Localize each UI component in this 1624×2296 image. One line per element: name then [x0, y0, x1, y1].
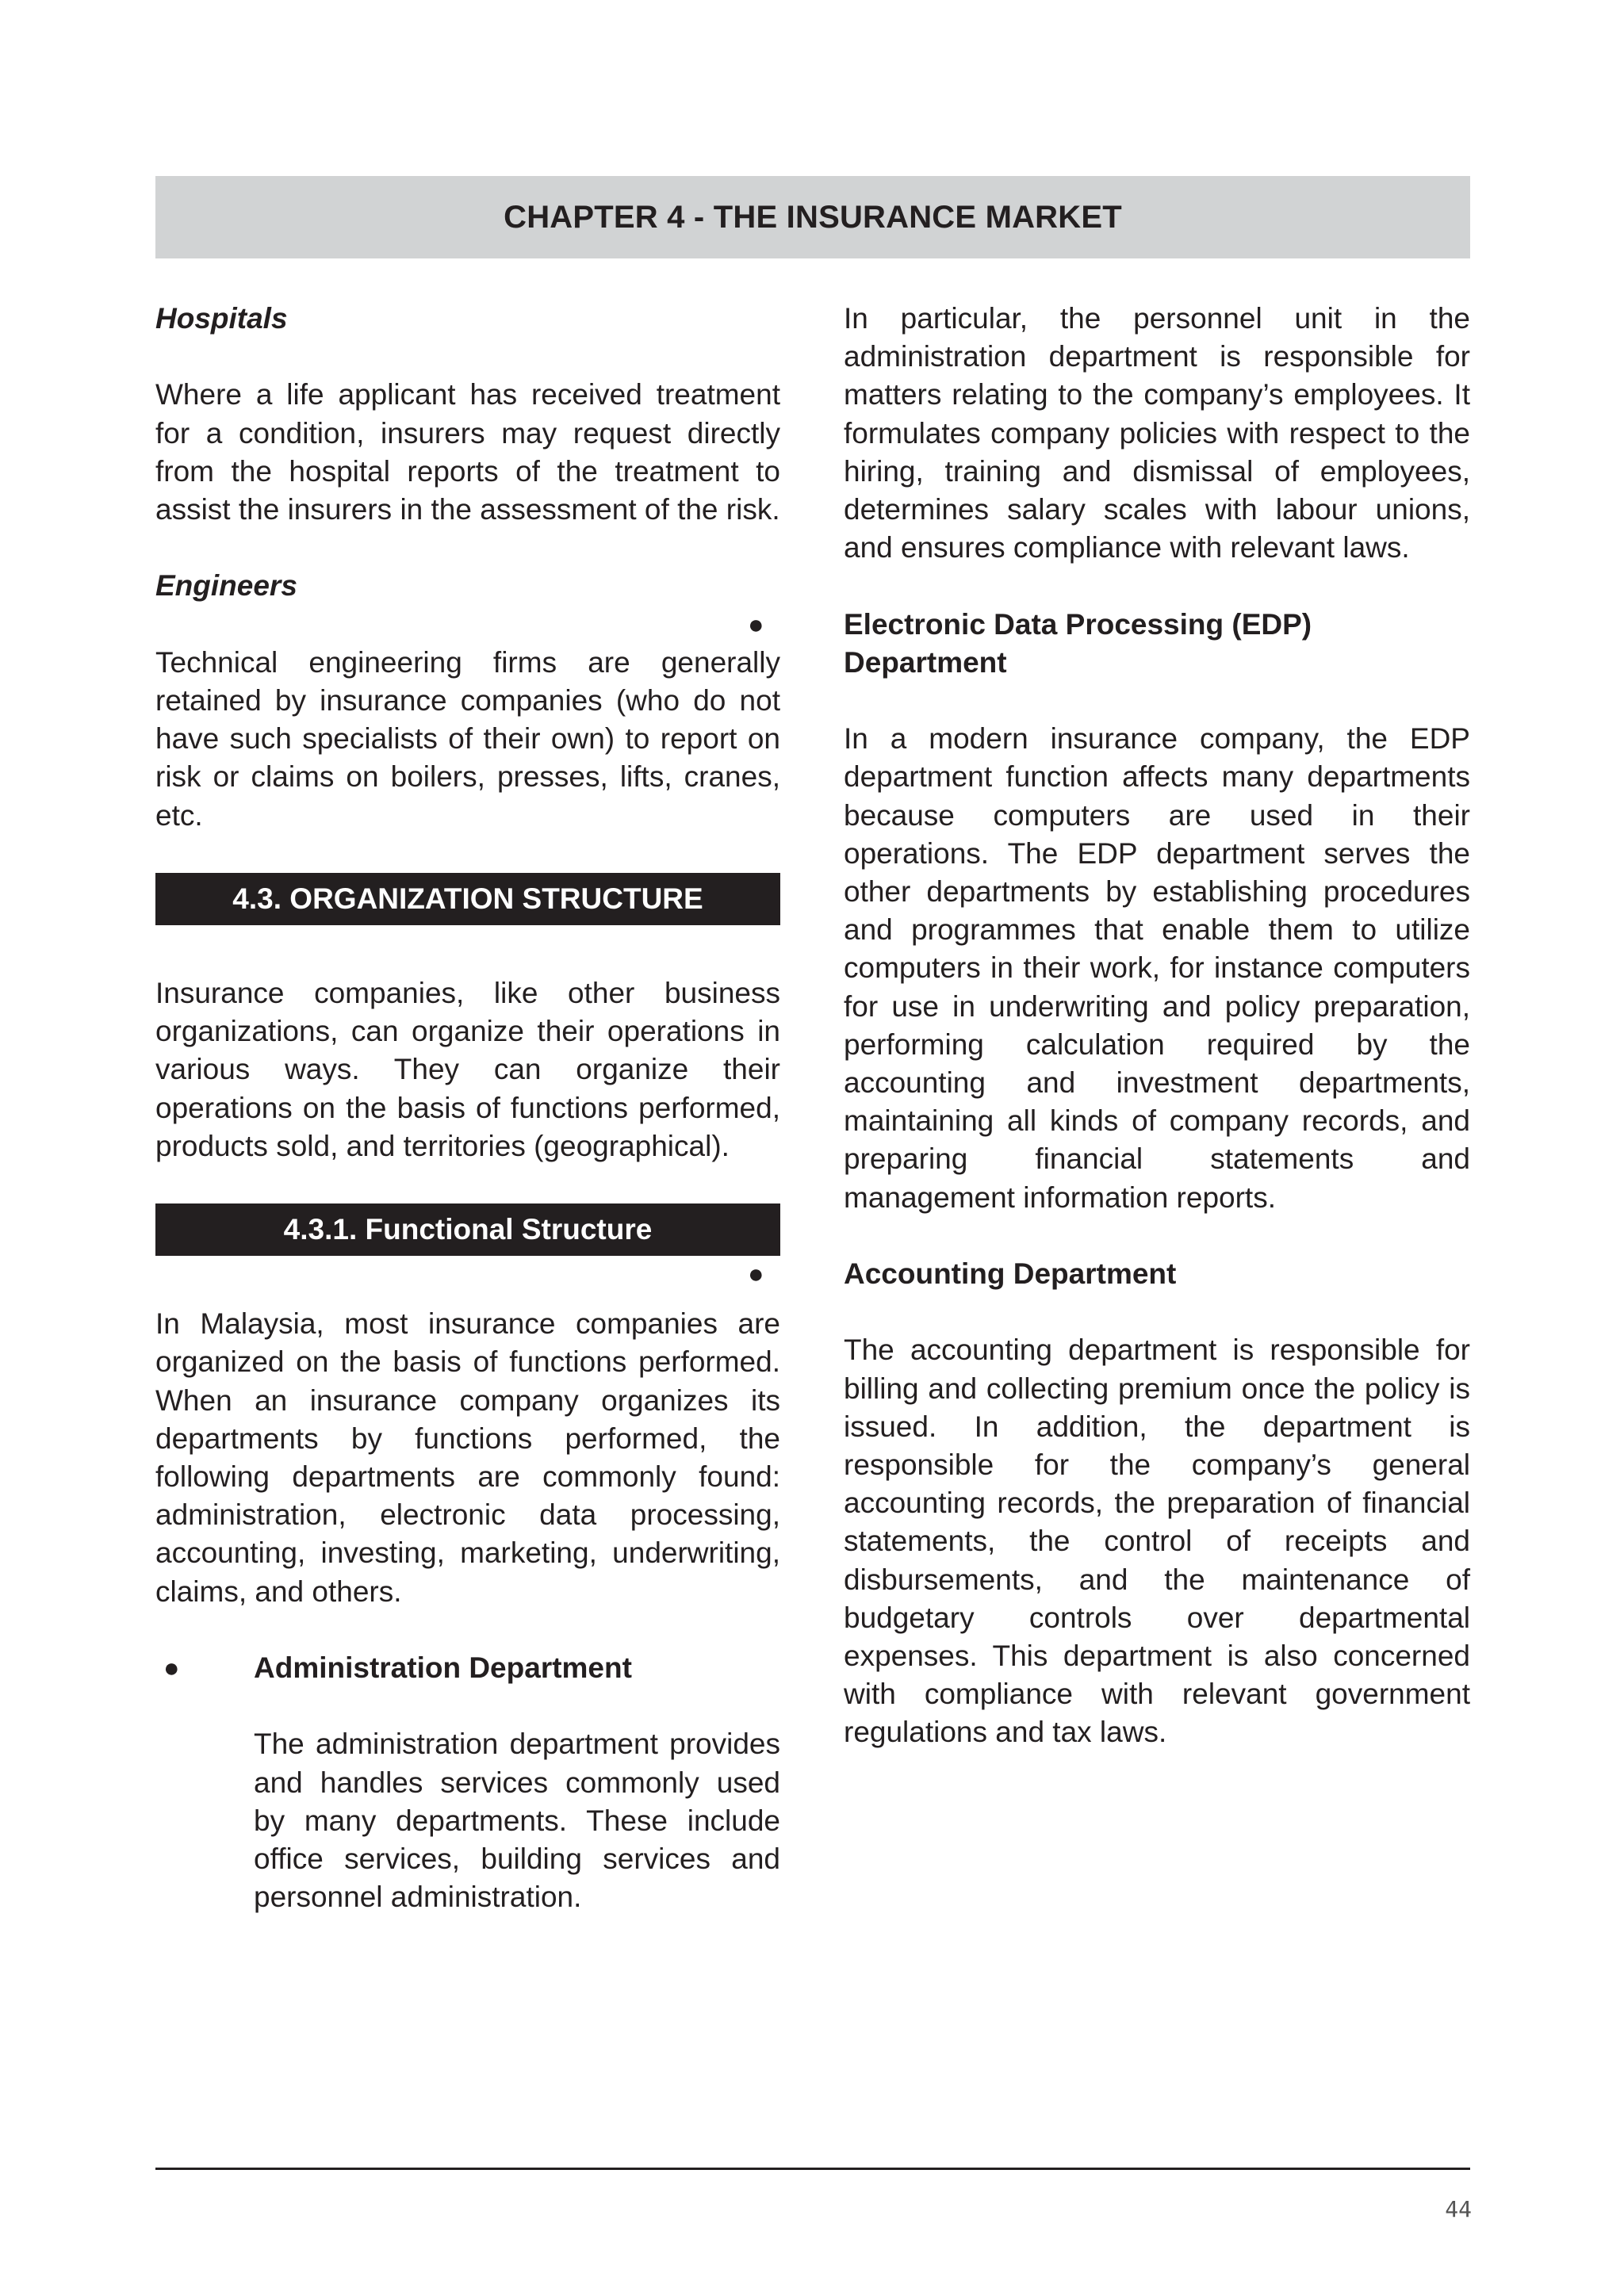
administration-department-item [155, 1649, 780, 1916]
chapter-title: CHAPTER 4 - THE INSURANCE MARKET [155, 176, 1470, 258]
footer-divider [155, 2168, 1470, 2170]
accounting-department-title: Accounting Department [844, 1257, 1177, 1291]
right-column [748, 300, 1470, 1790]
hospitals-heading: Hospitals [155, 302, 288, 335]
hospitals-paragraph: Where a life applicant has received treatment for a condition, insurers may request directly from the hospital reports of the treatment to assist the insurers in the assessment of the risk. [155, 378, 780, 526]
functional-structure-paragraph: In Malaysia, most insurance companies are organized on the basis of functions performed. When an insurance company organizes its departments by functions performed, the following departments are commonly found: administration, electronic data processing, accounting, investing, marketing, underwriting, claims, and others. [155, 1307, 780, 1608]
engineers-paragraph: Technical engineering firms are generally retained by insurance companies (who do not have such specialists of their own) to report on risk or claims on boilers, presses, lifts, cranes, etc. [155, 645, 780, 832]
edp-department-paragraph: In a modern insurance company, the EDP department function affects many departments because computers are used in their operations. The EDP department serves the other departments by establishing procedures and programmes that enable them to utilize computers in their work, for instance computers for use in underwriting and policy preparation, performing calculation required by the accounting and investment departments, maintaining all kinds of company records, and preparing financial statements and management information reports. [844, 722, 1470, 1214]
page-number: 44 [1445, 2196, 1472, 2222]
section-heading-organization-structure: 4.3. ORGANIZATION STRUCTURE [155, 873, 780, 925]
edp-department-item [745, 606, 1470, 1217]
accounting-department-item [745, 1255, 1470, 1752]
subsection-heading-functional-structure: 4.3.1. Functional Structure [155, 1203, 780, 1256]
bullet-icon: ● [748, 609, 764, 640]
bullet-icon: ● [163, 1653, 180, 1683]
edp-department-title: Electronic Data Processing (EDP) Department [844, 607, 1312, 679]
administration-department-paragraph: The administration department provides and handles services commonly used by many departments. These include office services, building services and personnel administration. [254, 1728, 780, 1914]
left-column [155, 300, 780, 1955]
accounting-department-paragraph: The accounting department is responsible for billing and collecting premium once the policy is issued. In addition, the department is responsible for the company’s general accounting records, the preparation of financial statements, the control of receipts and disbursements, and the maintenance of budgetary controls over departmental expenses. This department is also concerned with compliance with relevant government regulations and tax laws. [844, 1334, 1470, 1749]
bullet-icon: ● [748, 1259, 764, 1290]
organization-structure-paragraph: Insurance companies, like other business organizations, can organize their operations in various ways. They can organize their operations on the basis of functions performed, products sold, and territories (geographical). [155, 976, 780, 1162]
personnel-unit-paragraph: In particular, the personnel unit in the administration department is responsible for matters relating to the company’s employees. It formulates company policies with respect to the hiring, training and dismissal of employees, determines salary scales with labour unions, and ensures compliance with relevant laws. [844, 302, 1470, 564]
engineers-heading: Engineers [155, 569, 297, 603]
administration-department-title: Administration Department [254, 1651, 632, 1684]
